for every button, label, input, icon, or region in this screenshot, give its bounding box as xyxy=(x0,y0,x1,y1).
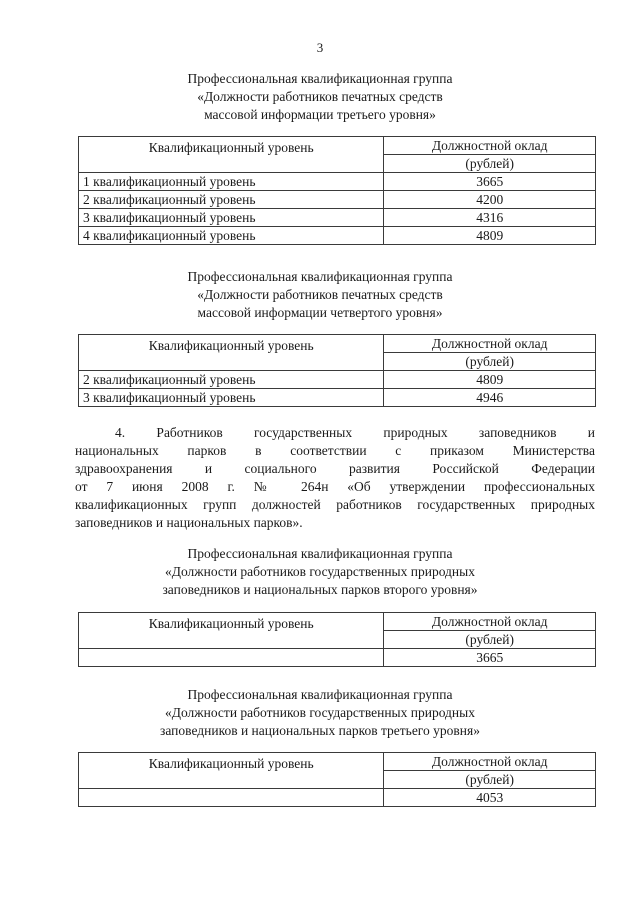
table-row xyxy=(79,371,596,389)
header-level: Квалификационный уровень xyxy=(79,613,384,649)
header-salary: Должностной оклад xyxy=(384,137,596,155)
salary-cell: 4809 xyxy=(384,227,596,245)
group-title-line: заповедников и национальных парков второго уровня» xyxy=(162,582,478,597)
table-row xyxy=(79,191,596,209)
level-cell: 3 квалификационный уровень xyxy=(79,209,384,227)
group-title-line: «Должности работников печатных средств xyxy=(197,89,443,104)
group-2-table xyxy=(78,334,596,407)
paragraph-line: от 7 июня 2008 г. № 264н «Об утверждении профессиональных xyxy=(75,479,595,494)
salary-cell: 4809 xyxy=(384,371,596,389)
level-cell: 1 квалификационный уровень xyxy=(79,173,384,191)
group-title-line: массовой информации третьего уровня» xyxy=(204,107,436,122)
header-salary-unit: (рублей) xyxy=(384,631,596,649)
header-salary-unit: (рублей) xyxy=(384,353,596,371)
table-row xyxy=(79,173,596,191)
level-cell: 2 квалификационный уровень xyxy=(79,371,384,389)
level-cell xyxy=(79,789,384,807)
header-salary: Должностной оклад xyxy=(384,753,596,771)
group-title-line: Профессиональная квалификационная группа xyxy=(187,546,453,561)
table-row xyxy=(79,389,596,407)
group-title-line: заповедников и национальных парков третьего уровня» xyxy=(160,723,480,738)
group-title-line: Профессиональная квалификационная группа xyxy=(187,269,453,284)
paragraph-line: 4. Работников государственных природных заповедников и xyxy=(115,425,595,440)
group-3-title xyxy=(60,545,580,599)
group-1-title xyxy=(60,70,580,124)
group-title-line: «Должности работников государственных природных xyxy=(165,564,475,579)
paragraph-line: заповедников и национальных парков». xyxy=(75,515,303,530)
table-row xyxy=(79,227,596,245)
group-4-table xyxy=(78,752,596,807)
table-row xyxy=(79,649,596,667)
header-level: Квалификационный уровень xyxy=(79,335,384,371)
level-cell: 2 квалификационный уровень xyxy=(79,191,384,209)
group-title-line: «Должности работников печатных средств xyxy=(197,287,443,302)
group-1-table xyxy=(78,136,596,245)
paragraph-line: квалификационных групп должностей работников государственных природных xyxy=(75,497,595,512)
salary-cell: 4053 xyxy=(384,789,596,807)
group-4-title xyxy=(60,686,580,740)
salary-cell: 3665 xyxy=(384,173,596,191)
header-level: Квалификационный уровень xyxy=(79,137,384,173)
salary-cell: 3665 xyxy=(384,649,596,667)
group-title-line: Профессиональная квалификационная группа xyxy=(187,687,453,702)
salary-cell: 4946 xyxy=(384,389,596,407)
level-cell: 3 квалификационный уровень xyxy=(79,389,384,407)
group-title-line: «Должности работников государственных природных xyxy=(165,705,475,720)
salary-cell: 4316 xyxy=(384,209,596,227)
header-salary-unit: (рублей) xyxy=(384,155,596,173)
paragraph-4 xyxy=(75,424,595,532)
group-title-line: массовой информации четвертого уровня» xyxy=(197,305,443,320)
paragraph-line: национальных парков в соответствии с приказом Министерства xyxy=(75,443,595,458)
salary-cell: 4200 xyxy=(384,191,596,209)
header-salary: Должностной оклад xyxy=(384,613,596,631)
group-title-line: Профессиональная квалификационная группа xyxy=(187,71,453,86)
group-3-table xyxy=(78,612,596,667)
page-number: 3 xyxy=(316,40,324,55)
table-row xyxy=(79,209,596,227)
header-salary-unit: (рублей) xyxy=(384,771,596,789)
table-row xyxy=(79,789,596,807)
paragraph-line: здравоохранения и социального развития Российской Федерации xyxy=(75,461,595,476)
level-cell xyxy=(79,649,384,667)
header-level: Квалификационный уровень xyxy=(79,753,384,789)
group-2-title xyxy=(60,268,580,322)
header-salary: Должностной оклад xyxy=(384,335,596,353)
level-cell: 4 квалификационный уровень xyxy=(79,227,384,245)
